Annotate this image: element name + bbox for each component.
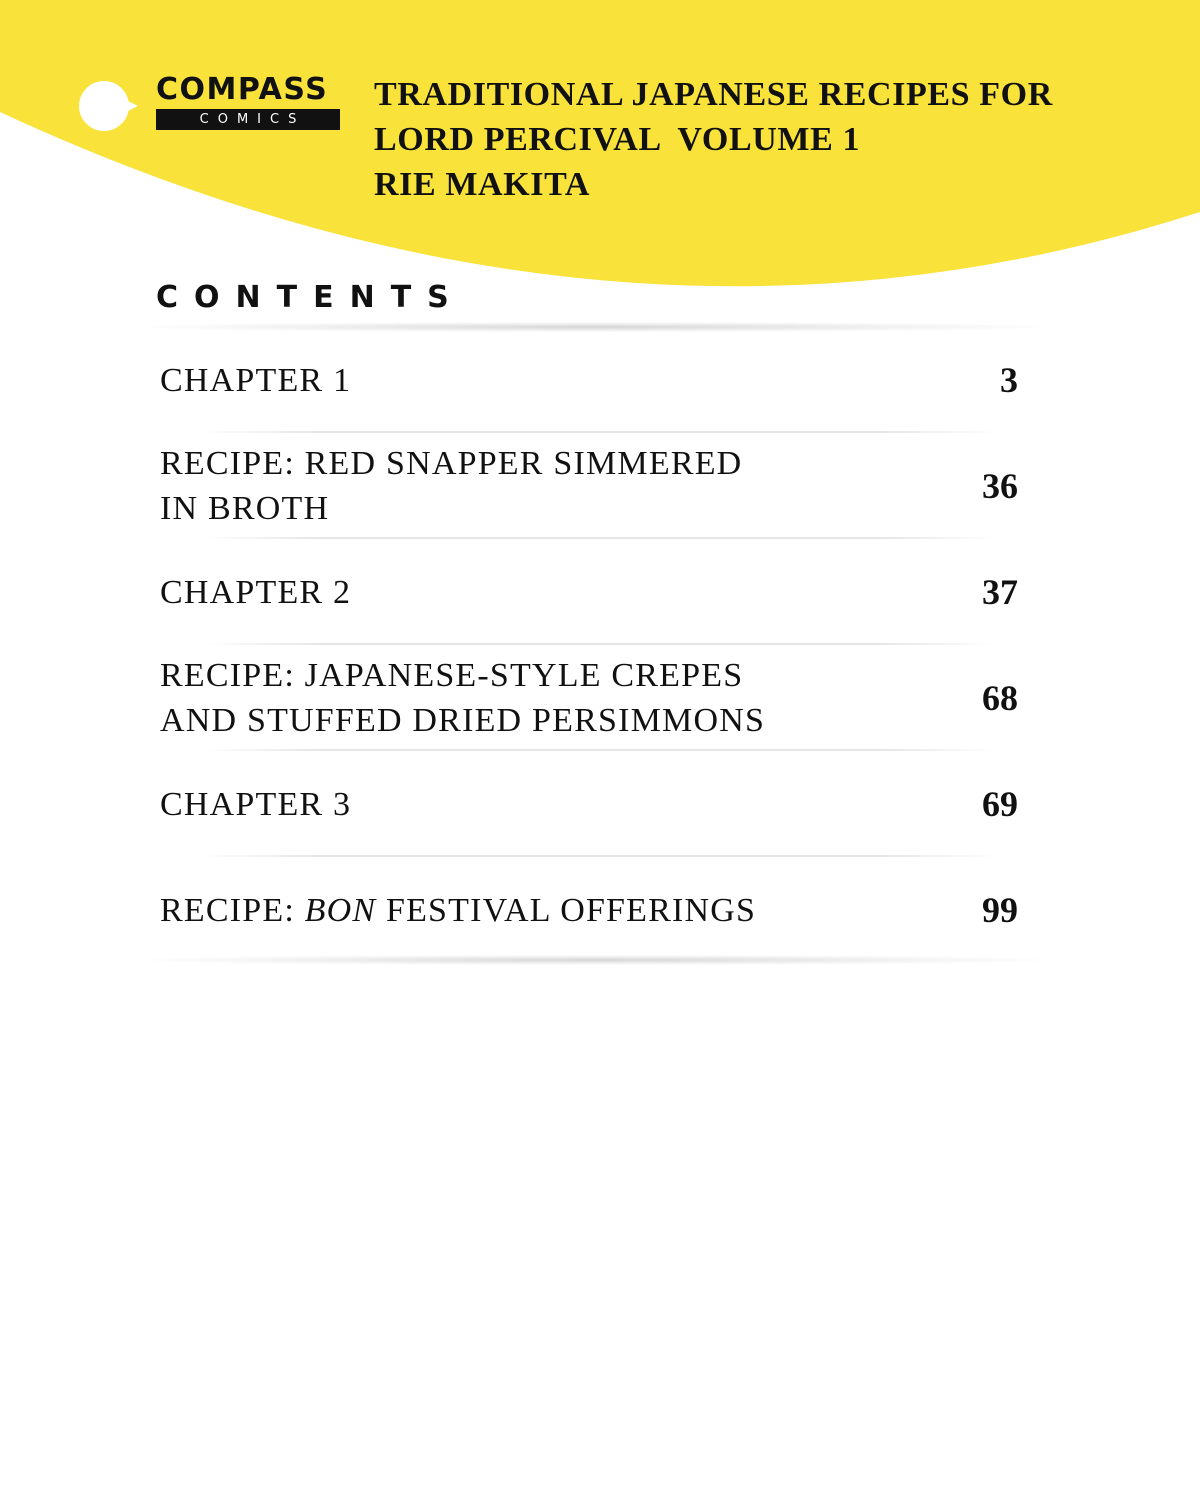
book-author: RIE MAKITA <box>374 166 590 203</box>
toc-entry-title-line <box>160 888 860 933</box>
toc-entry[interactable] <box>160 539 1018 645</box>
toc-entry-page-number: 3 <box>1000 360 1018 400</box>
toc-entry-title-line: RECIPE: RED SNAPPER SIMMERED <box>160 445 743 482</box>
toc-entry[interactable] <box>160 857 1018 963</box>
toc-entry-title <box>160 327 860 433</box>
toc-entry-page-number: 69 <box>982 784 1018 824</box>
toc-entry-title-prefix: RECIPE: <box>160 891 305 929</box>
toc-entry-page-number: 37 <box>982 572 1018 612</box>
toc-entry-title-line: CHAPTER 2 <box>160 573 352 611</box>
toc-entry-page-number: 99 <box>982 890 1018 930</box>
contents-bottom-rule <box>150 955 1040 965</box>
toc-entry-title-line: CHAPTER 1 <box>160 361 352 399</box>
publisher-logo <box>78 72 348 136</box>
toc-entry-title-line: IN BROTH <box>160 490 330 527</box>
toc-entry-title-line: RECIPE: JAPANESE-STYLE CREPES <box>160 657 744 694</box>
toc-entry-page-number: 36 <box>982 466 1018 506</box>
book-title-line-2: LORD PERCIVAL VOLUME 1 <box>374 121 861 158</box>
contents-heading: CONTENTS <box>156 280 465 315</box>
toc-entry-title-line: CHAPTER 3 <box>160 785 352 823</box>
toc-entry-title-line: AND STUFFED DRIED PERSIMMONS <box>160 702 766 739</box>
toc-entry-page-number: 68 <box>982 678 1018 718</box>
logo-wordmark: COMPASS <box>156 72 329 107</box>
toc-entry-title <box>160 751 860 857</box>
toc-entry[interactable] <box>160 433 1018 539</box>
toc-entry[interactable] <box>160 751 1018 857</box>
toc-entry-title <box>160 539 860 645</box>
book-info <box>374 72 1154 207</box>
table-of-contents <box>160 327 1018 963</box>
toc-entry-title-suffix: FESTIVAL OFFERINGS <box>376 891 757 929</box>
toc-entry[interactable] <box>160 645 1018 751</box>
logo-subtitle: COMICS <box>156 109 340 130</box>
toc-entry[interactable] <box>160 327 1018 433</box>
toc-entry-title <box>160 645 860 751</box>
book-title-line-1: TRADITIONAL JAPANESE RECIPES FOR <box>374 76 1053 113</box>
toc-entry-title <box>160 433 860 539</box>
speech-bubble-icon <box>78 80 138 132</box>
toc-entry-title-italic: BON <box>304 891 377 929</box>
toc-entry-title <box>160 857 860 963</box>
